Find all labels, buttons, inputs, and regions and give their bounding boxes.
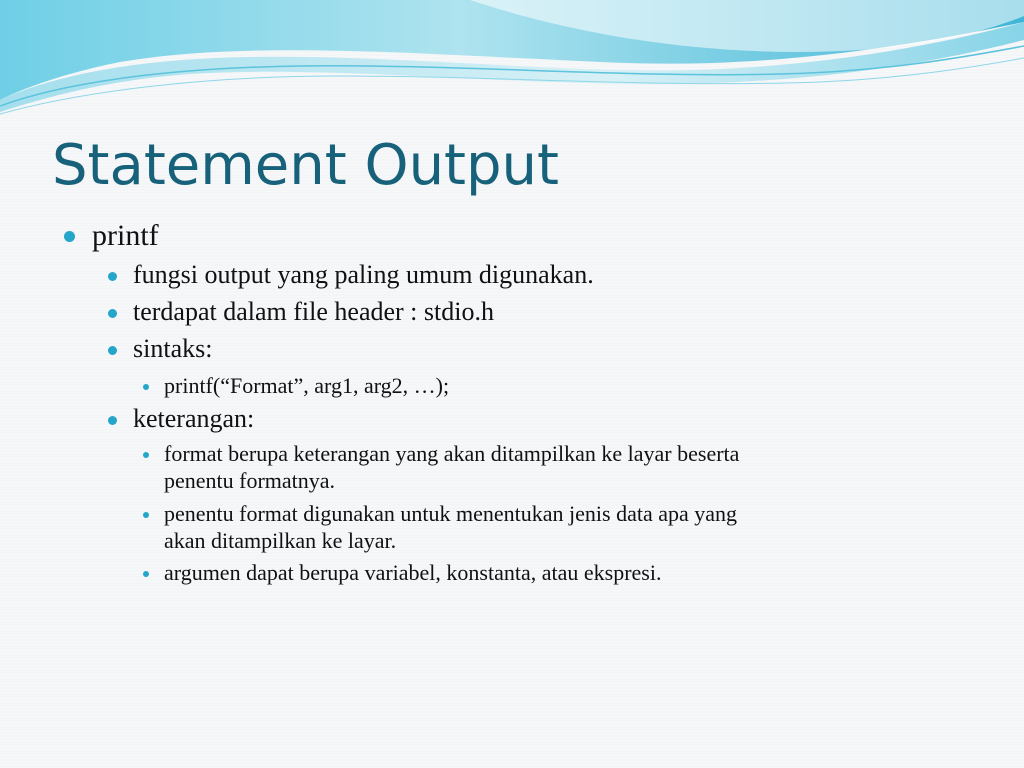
list-item-continuation: penentu formatnya. [164, 468, 336, 493]
list-item: fungsi output yang paling umum digunakan. [133, 260, 594, 289]
list-item: terdapat dalam file header : stdio.h [133, 297, 494, 326]
round-bullet-icon [143, 512, 149, 518]
list-item: format berupa keterangan yang akan ditampilkan ke layar beserta [164, 441, 740, 466]
round-bullet-icon [143, 384, 149, 390]
round-bullet-icon [143, 452, 149, 458]
list-item: keterangan: [133, 404, 255, 433]
list-item-continuation: akan ditampilkan ke layar. [164, 528, 397, 553]
round-bullet-icon [108, 346, 117, 355]
list-item: argumen dapat berupa variabel, konstanta, atau ekspresi. [164, 560, 662, 585]
list-item: printf(“Format”, arg1, arg2, …); [164, 373, 450, 398]
round-bullet-icon [108, 416, 117, 425]
round-bullet-icon [64, 231, 75, 242]
round-bullet-icon [108, 272, 117, 281]
list-item: sintaks: [133, 334, 213, 363]
list-item: printf [92, 219, 159, 252]
round-bullet-icon [108, 309, 117, 318]
slide-title: Statement Output [52, 133, 560, 198]
list-item: penentu format digunakan untuk menentukan jenis data apa yang [164, 501, 738, 526]
round-bullet-icon [143, 571, 149, 577]
